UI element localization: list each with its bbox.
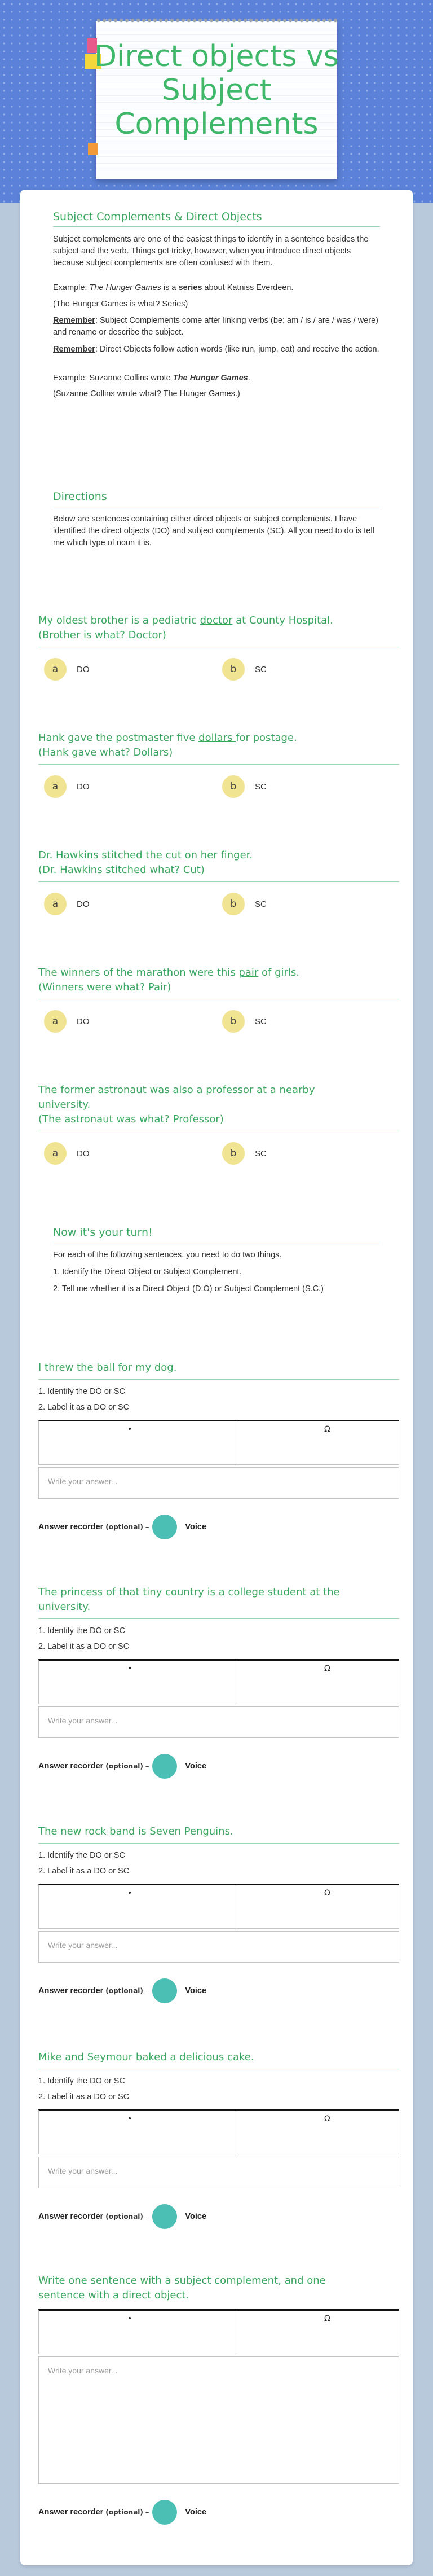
open-question-1-recorder: Answer recorder (optional) – Voice (38, 1515, 206, 1539)
question-5-option-a[interactable]: a DO (44, 1142, 90, 1165)
question-4-text: The winners of the marathon were this pair of girls. (38, 967, 300, 978)
intro-heading: Subject Complements & Direct Objects (53, 210, 262, 223)
question-3-option-b[interactable]: b SC (222, 893, 267, 915)
final-question-title: Write one sentence with a subject complement, and one (38, 2275, 326, 2287)
question-1-option-b[interactable]: b SC (222, 658, 267, 681)
table-column-2-header: Ω (324, 2314, 330, 2323)
directions-text: Below are sentences containing either direct objects or subject complements. I have identified the direct objects (DO) and subject complements (SC). All you need to do is tell me which type of noun it is. (53, 515, 374, 547)
open-question-3-table[interactable] (38, 1884, 399, 1929)
question-4-hint: (Winners were what? Pair) (38, 981, 171, 993)
question-5-option-b[interactable]: b SC (222, 1142, 267, 1165)
microphone-record-button[interactable] (152, 2500, 177, 2525)
example-2-note: (Suzanne Collins wrote what? The Hunger Games.) (53, 389, 240, 398)
microphone-record-button[interactable] (152, 1515, 177, 1539)
final-question-answer-input[interactable]: Write your answer... (38, 2356, 399, 2484)
worksheet-card (20, 190, 413, 2565)
open-question-3-answer-input[interactable]: Write your answer... (38, 1931, 399, 1963)
table-column-1-header: • (127, 1425, 132, 1434)
open-question-2-rule (38, 1618, 399, 1619)
microphone-record-button[interactable] (152, 2204, 177, 2229)
remember-2: Remember: Direct Objects follow action words (like run, jump, eat) and receive the action. (53, 345, 379, 354)
open-question-4-title: Mike and Seymour baked a delicious cake. (38, 2051, 254, 2063)
open-question-2-title-line2: university. (38, 1601, 91, 1613)
open-question-2-title: The princess of that tiny country is a college student at the (38, 1586, 340, 1598)
turn-step-2: 2. Tell me whether it is a Direct Object (D.O) or Subject Complement (S.C.) (53, 1284, 324, 1293)
open-question-4-table[interactable] (38, 2109, 399, 2154)
question-5-text-line2: university. (38, 1099, 91, 1111)
table-column-1-header: • (127, 1889, 132, 1898)
open-question-1-answer-input[interactable]: Write your answer... (38, 1467, 399, 1499)
question-1-hint: (Brother is what? Doctor) (38, 629, 166, 641)
option-letter-b: b (222, 658, 245, 681)
table-column-2-header: Ω (324, 1664, 330, 1673)
question-3-rule (38, 881, 399, 882)
option-letter-a: a (44, 893, 67, 915)
question-2-option-a[interactable]: a DO (44, 775, 90, 798)
open-question-4-step-2: 2. Label it as a DO or SC (38, 2092, 130, 2101)
intro-paragraph: Subject complements are one of the easiest things to identify in a sentence besides the subject and the verb. Things get tricky, however, when you introduce direct objects because subject complements are often confused with them. (53, 235, 369, 267)
open-question-3-step-2: 2. Label it as a DO or SC (38, 1867, 130, 1876)
microphone-record-button[interactable] (152, 1754, 177, 1779)
example-1-note: (The Hunger Games is what? Series) (53, 300, 188, 309)
open-question-2-answer-input[interactable]: Write your answer... (38, 1706, 399, 1738)
option-letter-a: a (44, 775, 67, 798)
question-3-text: Dr. Hawkins stitched the cut on her finger. (38, 849, 253, 861)
table-column-1-header: • (127, 1664, 132, 1673)
question-1-option-a[interactable]: a DO (44, 658, 90, 681)
option-letter-b: b (222, 775, 245, 798)
open-question-3-title: The new rock band is Seven Penguins. (38, 1825, 233, 1837)
question-4-option-a[interactable]: a DO (44, 1010, 90, 1033)
open-question-1-table[interactable] (38, 1420, 399, 1465)
open-question-4-step-1: 1. Identify the DO or SC (38, 2077, 125, 2086)
final-question-table[interactable] (38, 2309, 399, 2354)
question-3-option-a[interactable]: a DO (44, 893, 90, 915)
microphone-record-button[interactable] (152, 1978, 177, 2003)
open-question-3-rule (38, 1843, 399, 1844)
open-question-2-step-1: 1. Identify the DO or SC (38, 1626, 125, 1635)
turn-intro: For each of the following sentences, you need to do two things. (53, 1250, 282, 1260)
question-4-option-b[interactable]: b SC (222, 1010, 267, 1033)
question-2-text: Hank gave the postmaster five dollars for postage. (38, 732, 297, 744)
turn-step-1: 1. Identify the Direct Object or Subject Complement. (53, 1267, 242, 1276)
table-column-2-header: Ω (324, 1425, 330, 1434)
notepad-spiral (96, 16, 337, 25)
question-1-text: My oldest brother is a pediatric doctor at County Hospital. (38, 615, 333, 626)
option-letter-a: a (44, 658, 67, 681)
open-question-4-answer-input[interactable]: Write your answer... (38, 2157, 399, 2188)
final-question-recorder: Answer recorder (optional) – Voice (38, 2500, 206, 2525)
open-question-3-step-1: 1. Identify the DO or SC (38, 1851, 125, 1860)
turn-heading: Now it's your turn! (53, 1226, 153, 1239)
open-question-1-title: I threw the ball for my dog. (38, 1362, 177, 1373)
question-5-text: The former astronaut was also a professor at a nearby (38, 1084, 315, 1096)
final-question-title-line2: sentence with a direct object. (38, 2289, 189, 2301)
open-question-1-step-2: 2. Label it as a DO or SC (38, 1403, 130, 1412)
open-question-2-recorder: Answer recorder (optional) – Voice (38, 1754, 206, 1779)
open-question-2-step-2: 2. Label it as a DO or SC (38, 1642, 130, 1651)
open-question-2-table[interactable] (38, 1659, 399, 1704)
option-letter-b: b (222, 1142, 245, 1165)
directions-heading: Directions (53, 490, 107, 503)
question-2-option-b[interactable]: b SC (222, 775, 267, 798)
intro-heading-rule (53, 226, 380, 227)
table-column-1-header: • (127, 2314, 132, 2323)
open-question-4-recorder: Answer recorder (optional) – Voice (38, 2204, 206, 2229)
open-question-3-recorder: Answer recorder (optional) – Voice (38, 1978, 206, 2003)
option-letter-b: b (222, 893, 245, 915)
table-column-2-header: Ω (324, 2114, 330, 2123)
notepad-tab-orange (88, 143, 98, 155)
question-5-hint: (The astronaut was what? Professor) (38, 1113, 224, 1125)
example-2: Example: Suzanne Collins wrote The Hunger Games. (53, 374, 250, 383)
page-title: Direct objects vs Subject Complements (94, 40, 339, 141)
table-column-2-header: Ω (324, 1889, 330, 1898)
option-letter-a: a (44, 1142, 67, 1165)
open-question-1-rule (38, 1379, 399, 1380)
question-3-hint: (Dr. Hawkins stitched what? Cut) (38, 864, 205, 876)
remember-1: Remember: Subject Complements come after linking verbs (be: am / is / are / was / were) and rename or describe the subject. (53, 316, 379, 337)
open-question-1-step-1: 1. Identify the DO or SC (38, 1387, 125, 1396)
table-column-1-header: • (127, 2114, 132, 2123)
question-2-hint: (Hank gave what? Dollars) (38, 747, 173, 758)
option-letter-b: b (222, 1010, 245, 1033)
question-2-rule (38, 764, 399, 765)
example-1: Example: The Hunger Games is a series about Katniss Everdeen. (53, 283, 294, 292)
option-letter-a: a (44, 1010, 67, 1033)
